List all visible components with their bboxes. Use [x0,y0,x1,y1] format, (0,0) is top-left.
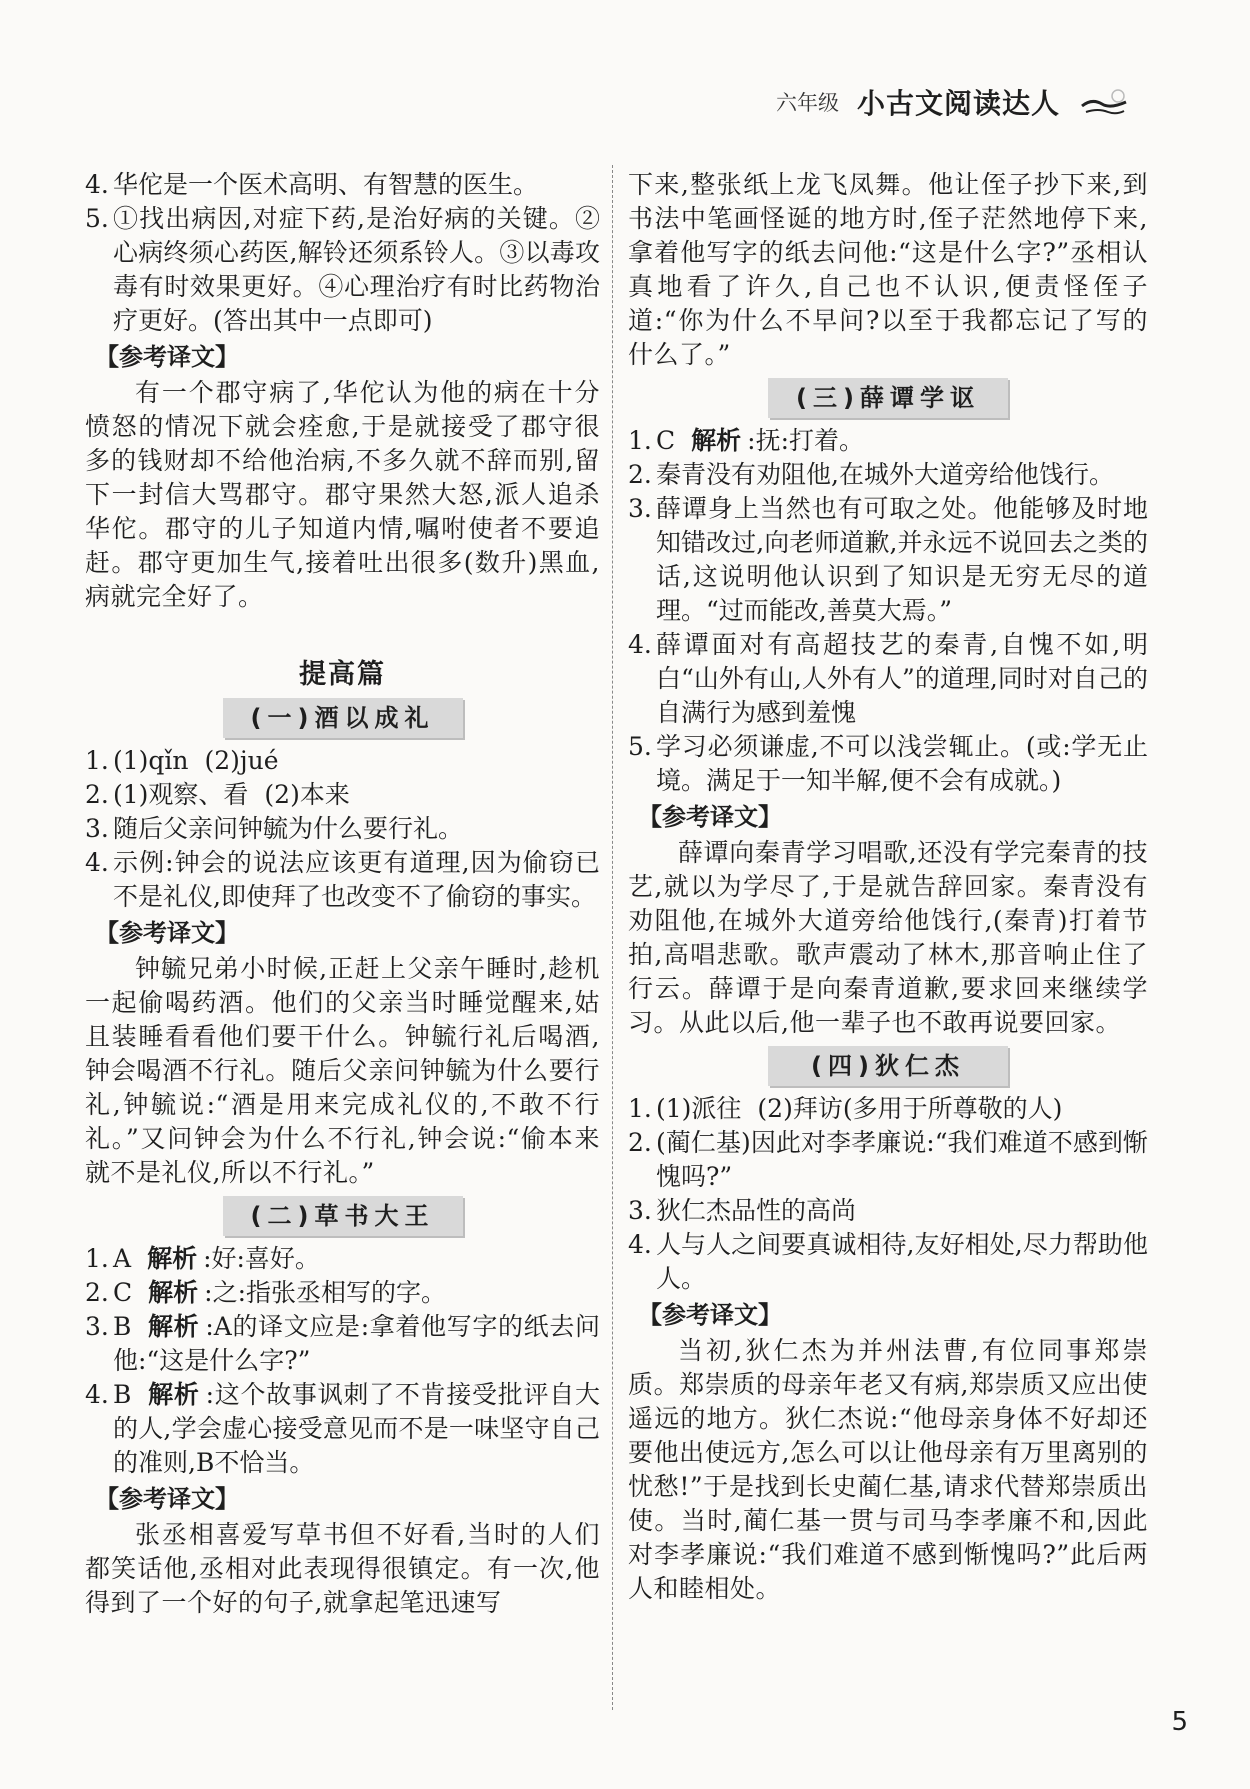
left-column [85,168,600,1620]
answer-item: 3. 狄仁杰品性的高尚 [628,1196,857,1225]
grade-label: 六年级 [775,91,839,115]
right-column [628,168,1148,1606]
answer-item: 4. B 解析 :这个故事讽刺了不肯接受批评自大的人,学会虚心接受意见而不是一味坚守自己的准则,B不恰当。 [85,1380,600,1477]
answer-item: 2. (蔺仁基)因此对李孝廉说:“我们难道不感到惭愧吗?” [628,1128,1148,1191]
answer-item: 4. 薛谭面对有高超技艺的秦青,自愧不如,明白“山外有山,人外有人”的道理,同时对自己的自满行为感到羞愧 [628,630,1148,727]
answer-item: 1. A 解析 :好:喜好。 [85,1244,320,1273]
translation-paragraph: 薛谭向秦青学习唱歌,还没有学完秦青的技艺,就以为学尽了,于是就告辞回家。秦青没有劝阻他,在城外大道旁给他饯行,(秦青)打着节拍,高唱悲歌。歌声震动了林木,那音响止住了行云。薛谭于是向秦青道歉,要求回来继续学习。从此以后,他一辈子也不敢再说要回家。 [628,838,1148,1037]
section-title: 提高篇 [299,659,386,690]
answer-item: 2. (1)观察、看 (2)本来 [85,780,350,809]
answer-item: 1. (1)派往 (2)拜访(多用于所尊敬的人) [628,1094,1063,1123]
translation-paragraph: 有一个郡守病了,华佗认为他的病在十分愤怒的情况下就会痊愈,于是就接受了郡守很多的钱财却不给他治病,不多久就不辞而别,留下一封信大骂郡守。郡守果然大怒,派人追杀华佗。郡守的儿子知道内情,嘱咐使者不要追赶。郡守更加生气,接着吐出很多(数升)黑血,病就完全好了。 [85,378,600,611]
translation-paragraph: 张丞相喜爱写草书但不好看,当时的人们都笑话他,丞相对此表现得很镇定。有一次,他得到了一个好的句子,就拿起笔迅速写 [85,1520,600,1617]
answer-item: 2. 秦青没有劝阻他,在城外大道旁给他饯行。 [628,460,1114,489]
lesson-title-box: (二)草书大王 [223,1196,463,1236]
answer-item: 4. 示例:钟会的说法应该更有道理,因为偷窃已不是礼仪,即使拜了也改变不了偷窃的事实。 [85,848,600,911]
translation-paragraph: 钟毓兄弟小时候,正赶上父亲午睡时,趁机一起偷喝药酒。他们的父亲当时睡觉醒来,姑且装睡看看他们要干什么。钟毓行礼后喝酒,钟会喝酒不行礼。随后父亲问钟毓为什么要行礼,钟毓说:“酒是用来完成礼仪的,不敢不行礼。”又问钟会为什么不行礼,钟会说:“偷本来就不是礼仪,所以不行礼。” [85,954,600,1187]
answer-item: 5. ①找出病因,对症下药,是治好病的关键。②心病终须心药医,解铃还须系铃人。③以毒攻毒有时效果更好。④心理治疗有时比药物治疗更好。(答出其中一点即可) [85,204,600,335]
answer-item: 3. 随后父亲问钟毓为什么要行礼。 [85,814,464,843]
answer-item: 3. 薛谭身上当然也有可取之处。他能够及时地知错改过,向老师道歉,并永远不说回去之类的话,这说明他认识到了知识是无穷无尽的道理。“过而能改,善莫大焉。” [628,494,1148,625]
reference-translation-label: 【参考译文】 [95,919,239,947]
answer-item: 4. 华佗是一个医术高明、有智慧的医生。 [85,170,539,199]
lesson-title-box: (三)薛谭学讴 [768,378,1008,418]
reference-translation-label: 【参考译文】 [638,1301,782,1329]
answer-item: 1. (1)qǐn (2)jué [85,746,279,775]
answer-item: 4. 人与人之间要真诚相待,友好相处,尽力帮助他人。 [628,1230,1148,1293]
reference-translation-label: 【参考译文】 [95,343,239,371]
translation-paragraph: 当初,狄仁杰为并州法曹,有位同事郑崇质。郑崇质的母亲年老又有病,郑崇质又应出使遥远的地方。狄仁杰说:“他母亲身体不好却还要他出使远方,怎么可以让他母亲有万里离别的忧愁!”于是找到长史蔺仁基,请求代替郑崇质出使。当时,蔺仁基一贯与司马李孝廉不和,因此对李孝廉说:“我们难道不感到惭愧吗?”此后两人和睦相处。 [628,1336,1148,1603]
answer-item: 3. B 解析 :A的译文应是:拿着他写字的纸去问他:“这是什么字?” [85,1312,600,1375]
page-header [776,82,1130,122]
book-title: 小古文阅读达人 [856,87,1060,120]
answer-item: 2. C 解析 :之:指张丞相写的字。 [85,1278,447,1307]
lesson-title-box: (四)狄仁杰 [768,1046,1008,1086]
answer-item: 1. C 解析 :抚:打着。 [628,426,865,455]
lesson-title-box: (一)酒以成礼 [223,698,463,738]
reference-translation-label: 【参考译文】 [638,803,782,831]
column-divider [612,165,613,1710]
reference-translation-label: 【参考译文】 [95,1485,239,1513]
translation-paragraph-continued: 下来,整张纸上龙飞凤舞。他让侄子抄下来,到书法中笔画怪诞的地方时,侄子茫然地停下来,拿着他写字的纸去问他:“这是什么字?”丞相认真地看了许久,自己也不认识,便责怪侄子道:“你为什么不早问?以至于我都忘记了写的什么了。” [628,170,1148,369]
answer-item: 5. 学习必须谦虚,不可以浅尝辄止。(或:学无止境。满足于一知半解,便不会有成就。) [628,732,1148,795]
page-number: 5 [1171,1707,1188,1737]
book-logo-icon [1078,84,1130,120]
